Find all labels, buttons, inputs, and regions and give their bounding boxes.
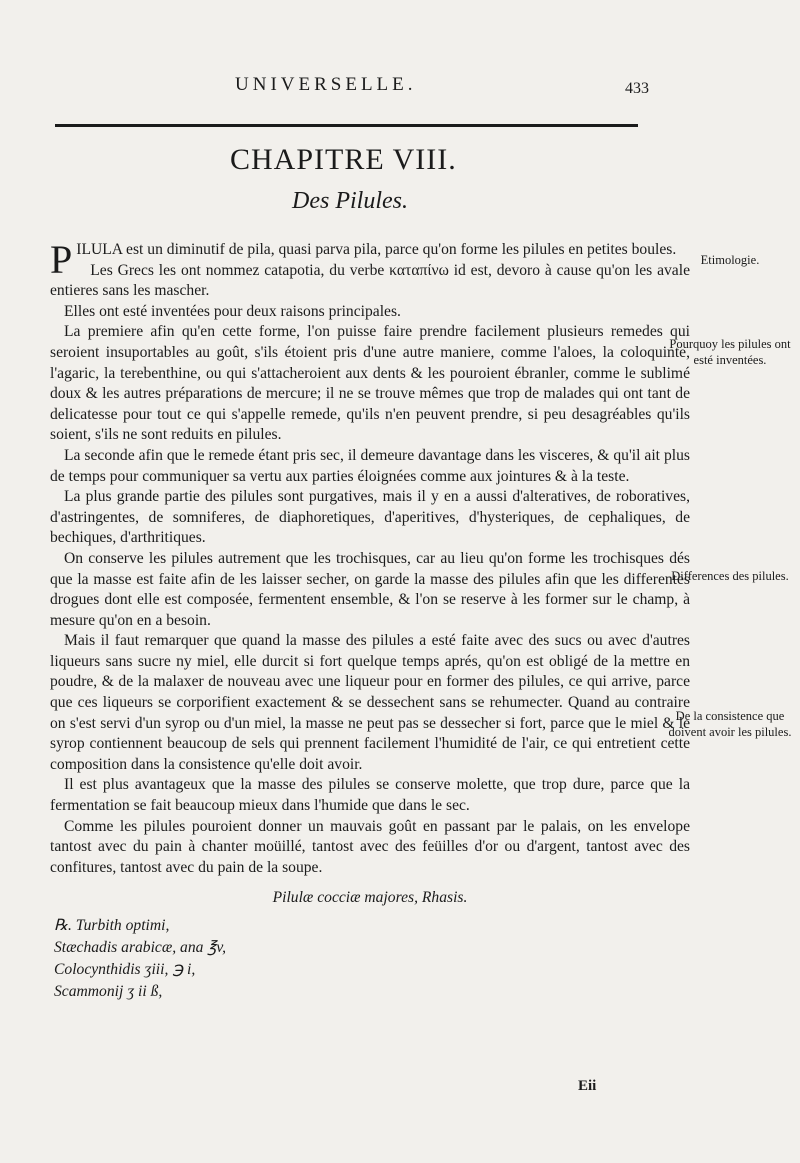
margin-note-etimologie: Etimologie. [700, 253, 760, 267]
paragraph: Les Grecs les ont nommez catapotia, du verbe καταπίνω id est, devoro à cause qu'on les avale entieres sans les mascher. [50, 261, 690, 300]
running-title: UNIVERSELLE. [235, 74, 417, 95]
header-rule [55, 124, 638, 127]
paragraph: Il est plus avantageux que la masse des pilules se conserve molette, que trop dure, parce que la fermentation se fait beaucoup mieux dans l'humide que dans le sec. [50, 776, 690, 815]
margin-note-differences: Differences des pilules. [671, 569, 789, 583]
paragraph: Comme les pilules pouroient donner un mauvais goût en passant par le palais, on les envelope tantost avec du pain à chanter moüillé, tantost avec des feüilles d'or ou d'argent, tantost avec des confitures, tantost avec du pain de la soupe. [50, 817, 690, 876]
section-title: Des Pilules. [292, 188, 408, 214]
recipe-line: Scammonij ʒ ii ß, [54, 983, 163, 1000]
paragraph: Mais il faut remarquer que quand la masse des pilules a esté faite avec des sucs ou avec d'autres liqueurs sans sucre ny miel, elle durcit si fort quelque temps aprés, qu'on est obligé de la mettre en poudre, & de la malaxer de nouveau avec une liqueur pour en former des pilules, ce qui arrive, parce que ces liqueurs se corporifient exactement & se dessechent sans se rehumecter. Quand au contraire on s'est servi d'un syrop ou d'un miel, la masse ne peut pas se dessecher si fort, parce que le miel & le syrop contiennent beaucoup de sels qui prennent facilement l'humidité de l'air, ce qui entretient cette composition dans la consistence qu'elle doit avoir. [50, 632, 690, 773]
recipe-line: Stæchadis arabicæ, ana ℥v, [54, 939, 227, 956]
paragraph-text: ILULA est un diminutif de pila, quasi parva pila, parce qu'on forme les pilules en petites boules. [76, 241, 677, 258]
paragraph: La seconde afin que le remede étant pris sec, il demeure davantage dans les visceres, & qu'il ait plus de temps pour communiquer sa vertu aux parties éloignées comme aux jointures & à la teste. [50, 446, 690, 485]
recipe-line: ℞. Turbith optimi, [54, 917, 170, 934]
paragraph: Elles ont esté inventées pour deux raisons principales. [64, 302, 401, 320]
recipe-title: Pilulæ cocciæ majores, Rhasis. [272, 889, 468, 907]
signature-mark: Eii [578, 1078, 597, 1094]
drop-cap: P [50, 237, 73, 282]
recipe-list [54, 915, 690, 1003]
paragraph: On conserve les pilules autrement que les trochisques, car au lieu qu'on forme les trochisques dés que la masse est faite afin de les laisser secher, on garde la masse des pilules afin que les differentes drogues dont elle est composée, fermentent ensemble, & l'on se reserve à les former sur le champ, à mesure qu'on en a besoin. [50, 549, 690, 629]
paragraph: La premiere afin qu'en cette forme, l'on puisse faire prendre facilement plusieurs remedes qui seroient insuportables au goût, s'ils étoient pris d'une autre maniere, comme l'aloes, la coloquinte, l'agaric, la terebenthine, ou qui s'attacheroient aux dents & les pouroient ébranler, comme le sublimé doux & les autres préparations de mercure; il ne se trouve mêmes que trop de malades qui ont tant de delicatesse pour tout ce qui s'appelle remede, qu'ils n'en peuvent prendre, si peu desagréables qu'ils soient, s'ils ne sont reduits en pilules. [50, 323, 690, 444]
page-number: 433 [625, 80, 649, 97]
chapter-title: CHAPITRE VIII. [230, 143, 457, 176]
paragraph: La plus grande partie des pilules sont purgatives, mais il y en a aussi d'alteratives, de roboratives, d'astringentes, de somniferes, de diaphoretiques, d'aperitives, d'hysteriques, de cephaliques, de bechiques, d'arthritiques. [50, 488, 690, 547]
body-text [50, 237, 690, 1003]
margin-note-pourquoy: Pourquoy les pilules ont esté inventées. [669, 337, 791, 367]
recipe-line: Colocynthidis ʒiii, ℈ i, [54, 961, 196, 978]
margin-note-consistence: De la consistence que doivent avoir les pilules. [668, 709, 792, 739]
